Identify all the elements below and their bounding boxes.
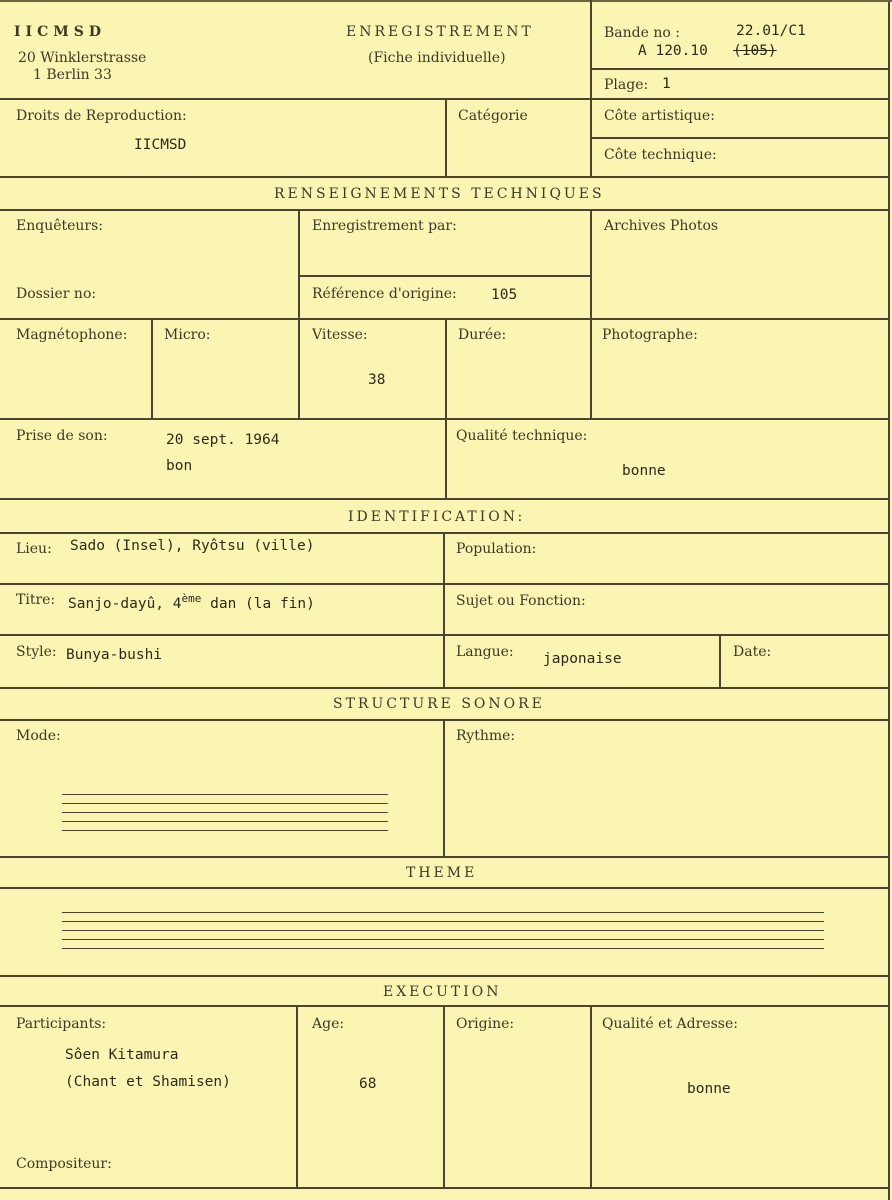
right-border [888, 0, 890, 1200]
compositeur-label: Compositeur: [16, 1156, 112, 1172]
org-logo: IICMSD [14, 24, 106, 40]
photographe-label: Photographe: [602, 327, 698, 343]
magnetophone-label: Magnétophone: [16, 327, 128, 343]
vitesse-value: 38 [368, 372, 386, 388]
top-border [0, 0, 892, 2]
titre-label: Titre: [16, 592, 56, 608]
reference-value: 105 [491, 287, 518, 303]
bande-value-2: A 120.10 [638, 43, 708, 59]
section-execution: EXECUTION [383, 984, 502, 1000]
prise-de-son-date: 20 sept. 1964 [166, 432, 280, 448]
cote-technique-label: Côte technique: [604, 147, 717, 163]
vitesse-label: Vitesse: [312, 327, 368, 343]
langue-value: japonaise [543, 651, 622, 667]
participant-name: Sôen Kitamura [65, 1047, 179, 1063]
prise-de-son-label: Prise de son: [16, 428, 108, 444]
origine-label: Origine: [456, 1016, 515, 1032]
droits-value: IICMSD [134, 137, 187, 153]
archives-photos-label: Archives Photos [604, 218, 719, 234]
bande-value-1: 22.01/C1 [736, 23, 806, 39]
date-label: Date: [733, 644, 772, 660]
enregistrement-par-label: Enregistrement par: [312, 218, 457, 234]
section-identification: IDENTIFICATION: [348, 509, 526, 525]
population-label: Population: [456, 541, 537, 557]
qualite-adresse-label: Qualité et Adresse: [602, 1016, 738, 1032]
age-label: Age: [312, 1016, 345, 1032]
micro-label: Micro: [164, 327, 211, 343]
plage-value: 1 [662, 76, 671, 92]
header-divider [590, 0, 592, 176]
section-renseignements-techniques: RENSEIGNEMENTS TECHNIQUES [274, 186, 605, 202]
lieu-value: Sado (Insel), Ryôtsu (ville) [70, 538, 315, 554]
qualite-technique-label: Qualité technique: [456, 428, 588, 444]
mode-label: Mode: [16, 728, 61, 744]
dossier-label: Dossier no: [16, 286, 97, 302]
prise-de-son-quality: bon [166, 458, 193, 474]
enqueteurs-label: Enquêteurs: [16, 218, 104, 234]
participant-role: (Chant et Shamisen) [65, 1074, 231, 1090]
form-subtitle: (Fiche individuelle) [368, 50, 506, 66]
reference-label: Référence d'origine: [312, 286, 457, 302]
droits-label: Droits de Reproduction: [16, 108, 187, 124]
style-label: Style: [16, 644, 57, 660]
section-theme: THEME [406, 865, 478, 881]
bande-label: Bande no : [604, 25, 680, 41]
age-value: 68 [359, 1076, 377, 1092]
form-title: ENREGISTREMENT [346, 24, 534, 40]
sujet-fonction-label: Sujet ou Fonction: [456, 593, 586, 609]
qualite-technique-value: bonne [622, 463, 666, 479]
plage-label: Plage: [604, 77, 649, 93]
style-value: Bunya-bushi [66, 647, 163, 663]
address-line-1: 20 Winklerstrasse [18, 50, 147, 66]
categorie-label: Catégorie [458, 108, 528, 124]
qualite-adresse-value: bonne [687, 1081, 731, 1097]
cote-artistique-label: Côte artistique: [604, 108, 715, 124]
section-structure-sonore: STRUCTURE SONORE [333, 696, 545, 712]
bande-struck-value: (105) [733, 43, 777, 59]
rythme-label: Rythme: [456, 728, 516, 744]
langue-label: Langue: [456, 644, 514, 660]
participants-label: Participants: [16, 1016, 107, 1032]
lieu-label: Lieu: [16, 541, 52, 557]
duree-label: Durée: [458, 327, 507, 343]
address-line-2: 1 Berlin 33 [33, 67, 112, 83]
titre-value: Sanjo-dayû, 4ème dan (la fin) [68, 592, 315, 612]
